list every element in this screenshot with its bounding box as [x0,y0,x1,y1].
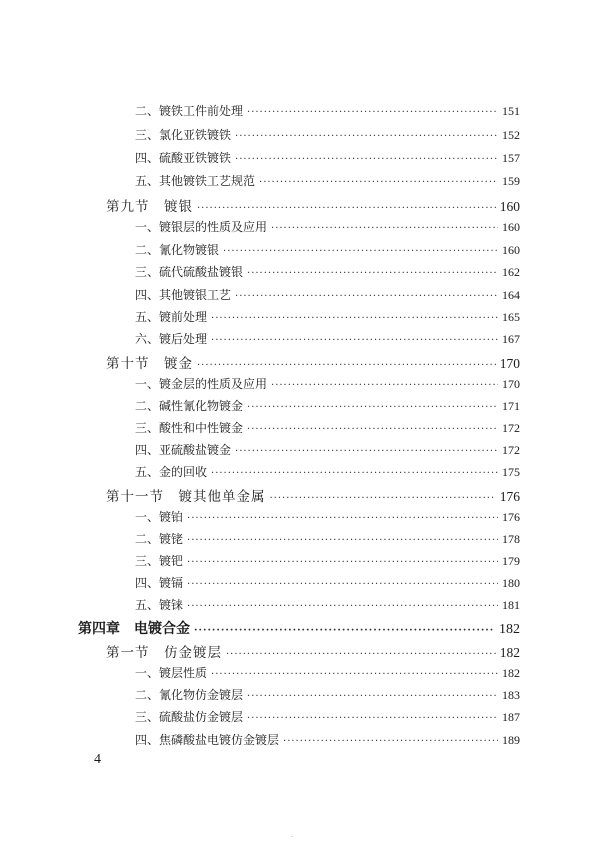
toc-entry [135,102,520,119]
toc-entry-page: 170 [502,377,520,391]
dot-leader [223,246,498,257]
toc-entry-page: 157 [502,151,520,165]
toc-entry-page: 151 [502,104,520,118]
toc-entry [135,172,520,189]
toc-entry [135,218,520,235]
toc-entry-page: 179 [502,554,520,568]
toc-entry [135,149,520,166]
toc-section-label: 第十一节 镀其他单金属 [106,489,266,505]
dot-leader [247,402,498,413]
toc-entry-label: 四、镀镉 [135,576,184,590]
toc-entry-page: 178 [502,532,520,546]
toc-entry [135,596,520,613]
dot-leader [247,107,498,118]
toc-section [106,641,520,661]
toc-entry-label: 一、镀层性质 [135,666,208,680]
dot-leader [235,291,498,302]
toc-section-page: 182 [499,645,520,660]
toc-entry-label: 五、其他镀铁工艺规范 [135,174,256,188]
toc-entry [135,530,520,547]
toc-entry-page: 187 [502,710,520,724]
toc-entry-page: 162 [502,265,520,279]
toc-entry-page: 172 [502,421,520,435]
toc-entry-label: 三、氯化亚铁镀铁 [135,128,232,142]
toc-entry [135,664,520,681]
toc-entry-page: 171 [502,399,520,413]
toc-entry-label: 二、镀铁工件前处理 [135,104,244,118]
toc-entry [135,308,520,325]
toc-entry-page: 175 [502,465,520,479]
toc-entry [135,574,520,591]
toc-section [106,352,520,372]
dot-leader [197,203,496,214]
toc-entry-label: 三、硫酸盐仿金镀层 [135,710,244,724]
toc-entry-page: 189 [502,733,520,747]
toc-section-page: 176 [499,489,520,504]
toc-entry-page: 167 [502,332,520,346]
toc-entry [135,419,520,436]
dot-leader [211,335,498,346]
toc-entry [135,508,520,525]
dot-leader [211,669,498,680]
page-number: 4 [94,752,101,767]
toc-entry-label: 四、硫酸亚铁镀铁 [135,151,232,165]
dot-leader [235,131,498,142]
dot-leader [211,313,498,324]
toc-entry-page: 160 [502,243,520,257]
toc-entry [135,552,520,569]
dot-leader [247,268,498,279]
dot-leader [187,513,498,524]
toc-entry [135,375,520,392]
dot-leader [259,177,498,188]
dot-leader [211,468,498,479]
toc-entry-label: 一、镀铂 [135,510,184,524]
toc-entry-label: 四、焦磷酸盐电镀仿金镀层 [135,733,280,747]
dot-leader [247,424,498,435]
scan-speck: . [291,832,293,839]
toc-chapter-page: 182 [499,622,520,637]
toc-entry-label: 一、镀银层的性质及应用 [135,220,268,234]
dot-leader [247,713,498,724]
toc-entry-page: 176 [502,510,520,524]
toc-entry [135,463,520,480]
dot-leader [235,154,498,165]
toc-entry-page: 164 [502,288,520,302]
toc-entry [135,441,520,458]
dot-leader [187,557,498,568]
dot-leader [194,625,495,636]
toc-entry-label: 二、镀铑 [135,532,184,546]
dot-leader [270,493,496,504]
toc-entry [135,708,520,725]
dot-leader [247,691,498,702]
dot-leader [226,649,496,660]
toc-entry-page: 183 [502,688,520,702]
toc-entry-label: 五、金的回收 [135,465,208,479]
toc-entry-page: 160 [502,220,520,234]
toc-section-label: 第十节 镀金 [106,356,193,372]
toc-section-label: 第九节 镀银 [106,199,193,215]
toc-entry [135,286,520,303]
toc-entry [135,731,520,748]
toc-entry [135,330,520,347]
toc-entry-label: 二、氰化物仿金镀层 [135,688,244,702]
toc-entry-label: 六、镀后处理 [135,332,208,346]
toc-entry [135,397,520,414]
toc-entry [135,241,520,258]
toc-entry-label: 三、酸性和中性镀金 [135,421,244,435]
dot-leader [283,736,498,747]
toc-entry-label: 二、氰化物镀银 [135,243,220,257]
dot-leader [187,535,498,546]
dot-leader [197,360,496,371]
toc-entry-page: 159 [502,174,520,188]
dot-leader [271,380,498,391]
toc-entry-page: 181 [502,598,520,612]
toc-entry-label: 三、镀钯 [135,554,184,568]
dot-leader [187,601,498,612]
toc-entry-label: 一、镀金层的性质及应用 [135,377,268,391]
toc-section [106,485,520,505]
toc-chapter [78,618,520,638]
toc-entry-label: 二、碱性氰化物镀金 [135,399,244,413]
toc-entry-label: 四、其他镀银工艺 [135,288,232,302]
toc-entry-page: 180 [502,576,520,590]
toc-entry-page: 152 [502,128,520,142]
dot-leader [271,223,498,234]
toc-section [106,195,520,215]
toc-entry-label: 五、镀前处理 [135,310,208,324]
toc-section-page: 160 [499,199,520,214]
toc-entry [135,263,520,280]
toc-entry [135,686,520,703]
toc-entry-label: 四、亚硫酸盐镀金 [135,443,232,457]
toc-entry-page: 182 [502,666,520,680]
dot-leader [187,579,498,590]
toc-entry-page: 172 [502,443,520,457]
toc-chapter-label: 第四章 电镀合金 [78,621,190,637]
dot-leader [235,446,498,457]
toc-entry-label: 三、硫代硫酸盐镀银 [135,265,244,279]
toc-section-label: 第一节 仿金镀层 [106,645,222,661]
toc-section-page: 170 [499,356,520,371]
toc-entry [135,126,520,143]
toc-entry-page: 165 [502,310,520,324]
toc-entry-label: 五、镀铼 [135,598,184,612]
